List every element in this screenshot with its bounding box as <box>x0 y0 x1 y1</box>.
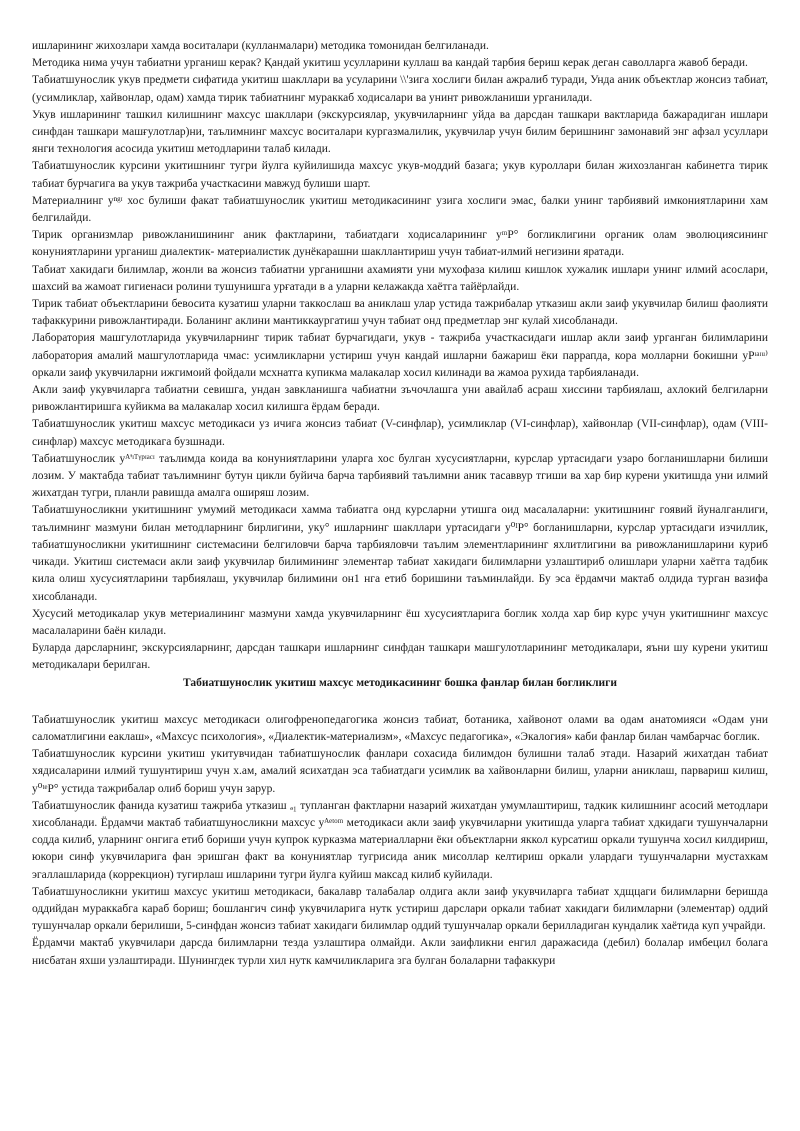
paragraph: Табиатшуносликни укитишнинг умумий методикаси хамма табиатга онд курсларни утишга оид масалаларни: укитишнинг гоявий йуналганлиги, таълимнинг мазмуни билан методларнинг бирлигини, уку° ишларнинг шакллари уртасидаги у⁰ᴵР° богланишларни, курслар уртасидаги изчиллик, табиатшуносликни укитишнинг системасини белгиловчи барча тарбияловчи таълим элементларининг яхлитлигини ва ривожланишларини куриб чикади. Укитиш системаси акли заиф укувчилар билимининг элементар табиат хакидаги билимларни узлаштириб олишлари уларни хаётга тадбик кила олиш хусусиятларини тарбиялаш, укувчилар билимини он1 нга етиб боришини таъминлайди. Бу эса ёрдамчи мактаб олдида турган вазифа хисобланади. <box>32 504 768 603</box>
paragraph: Табиатшунослик фанида кузатиш тажриба утказиш ₔ₁ тупланган фактларни назарий жихатдан умумлаштириш, тадкик килишнинг асосий методлари хисобланади. Ёрдамчи мактаб табиатшуносликни махсус уᴬᵉᵗᵒᵐ методикаси акли заиф укувчиларни укитишда уларга табиат хдкидаги тушунчаларни содда килиб, уларнинг онгига етиб бориши учун купрок курказма материалларни ёки объектларни яккол курсатиш оркали тушунча хосил килдириш, юкори синф укувчиларига фан эришган факт ва конуниятлар тугрисида аник мисоллар келтириш оркали улардаги тушунчаларни мустахкам эгаллашларида (коррекцион) тугирлаш ишларини тугри йулга куйиш максад килиб куйилади. <box>32 799 768 881</box>
paragraph: Табиатшунослик уᴬ'ᶦᵀᵞᵖᶦᵃᶜᶦ таълимда коида ва конуниятларини уларга хос булган хусусиятларни, курслар уртасидаги узаро богланишларни билиши лозим. У мактабда табиат таълимнинг бутун цикли буйича барча тарбиявий таълимни аник тасаввур тгиши ва хар бир курени укитишда уни илмий жихатдан тугри, планли равишда амалга оширяш лозим. <box>32 452 768 500</box>
paragraph: Табиат хакидаги билимлар, жонли ва жонсиз табиатни урганишни ахамияти уни мухофаза килиш кишлок хужалик ишлари унинг илмий асослари, шахсий ва жамоат гигиенаси ролини тушунишга урғатади в а уларни келажакда хаётга тайёрлайди. <box>32 263 768 293</box>
paragraph: Табиатшунослик курсини укитишнинг тугри йулга куйилишида махсус укув-моддий базага; укув куроллари билан жихозланган кабинетга тирик табиат бурчагига ва укув тажриба участкасини мавжуд булиши шарт. <box>32 160 768 190</box>
paragraph: Буларда дарсларнинг, экскурсияларнинг, дарсдан ташкари ишларнинг синфдан ташкари машгулотларининг методикалари, яъни шу курени укитиш методикалари берилган. <box>32 642 768 672</box>
paragraphs-after <box>32 712 768 970</box>
paragraph: Лаборатория машгулотларида укувчиларнинг тирик табиат бурчагидаги, укув - тажриба участкасидаги ишлар акли заиф урганган билимларини лаборатория амалий машгулотларида чмас: усимликларни устириш учун кандай ишларни бажариш ёки паррапда, кора молларни бокишни уРᶦᵃᶦᵘ⁾ оркали заиф укувчиларни ижгимоий фойдали мсхнатга купикма малакалар хосил килинади ва жамоа рухида тарбияланади. <box>32 332 768 379</box>
paragraph: Хусусий методикалар укув метериалининг мазмуни хамда укувчиларнинг ёш хусусиятларига боглик холда хар бир курс учун укитишнинг махсус масалаларини баён килади. <box>32 607 768 637</box>
paragraph: Тирик организмлар ривожланишининг аник фактларини, табиатдаги ходисаларининг уᵐР° богликлигини органик олам эволюциясининг конуниятларини урганиш диалектик- материалистик дунёкарашни шакллантириш учун табиат-илмий негизини яратади. <box>32 229 768 259</box>
section-heading: Табиатшунослик укитиш махсус методикасининг бошка фанлар билан богликлиги <box>182 676 618 689</box>
paragraph: Методика нима учун табиатни урганиш керак? Қандай укитиш усулларини куллаш ва кандай тарбия бериш керак деган саволларга жавоб беради. <box>32 57 748 70</box>
paragraphs-before <box>32 38 768 675</box>
paragraph: Материалнинг уⁿᵍᶦ хос булиши факат табиатшунослик укитиш методикасининг узига хослиги эмас, балки унинг тарбиявий имкониятларини хам белгилайди. <box>32 194 768 225</box>
paragraph: Табиатшунослик укитиш махсус методикаси олигофренопедагогика жонсиз табиат, ботаника, хайвонот олами ва одам анатомияси «Одам уни саломатлигини еаклаш», «Махсус психология», «Диалектик-материализм», «Махсус педагогика», «Экалогия» каби фанлар билан чамбарчас боглик. <box>32 713 768 743</box>
paragraph: Табиатшунослик укитиш махсус методикаси уз ичига жонсиз табиат (V-синфлар), усимликлар (VI-синфлар), хайвонлар (VII-синфлар), одам (VIII-синфлар) махсус методикага бузшнади. <box>32 418 768 448</box>
paragraph: Тирик табиат объектларини бевосита кузатиш уларни таккослаш ва аниклаш улар устида тажрибалар утказиш акли заиф укувчилар билиш фаолияти тафаккурини ривожлантиради. Боланинг аклини мантиккаургатиш учун табиат онд предметлар энг кулай хисобланади. <box>32 298 768 328</box>
paragraph: Табиатшунослик курсини укитиш укитувчидан табиатшунослик фанлари сохасида билимдон булишни талаб этади. Назарий жихатдан табиат хядисаларини илмий тушунтириш учун х.ам, амалий ясихатдан эса табиатдаги усимлик ва хайвонларни билиш, уларни аниклаш, парвариш килиш, у⁰ᵗᵉР° устида тажрибалар олиб бориш учун зарур. <box>32 748 768 795</box>
paragraph: ишларининг жихозлари хамда воситалари (кулланмалари) методика томонидан белгиланади. <box>32 40 489 52</box>
paragraph: Укув ишларининг ташкил килишнинг махсус шакллари (экскурсиялар, укувчиларнинг уйда ва дарсдан ташкари вактларида бажарадиган ишлари синфдан ташкари машғулотлар)ни, таълимнинг махсус воситалари кургазмалилик, укувчилар учун билим беришнинг замонавий энг афзал усуллари янги технология асосида укитиш методларини талаб килади. <box>32 108 768 156</box>
paragraph: Ёрдамчи мактаб укувчилари дарсда билимларни тезда узлаштира олмайди. Акли заифликни енгил даражасида (дебил) болалар имбецил болага нисбатан яхши узлаштиради. Шунингдек турли хил нутк камчиликларига зга булган болаларни тафаккури <box>32 937 768 967</box>
paragraph: Акли заиф укувчиларга табиатни севишга, ундан завкланишга чабиатни зъчочлашга уни авайлаб асраш хиссини тарбиялаш, ахлокий белгиларни ривожлантиришга куйикма ва малакалар хосил килишга ёрдам беради. <box>32 384 768 414</box>
paragraph: Табиатшуносликни укитиш махсус укитиш методикаси, бакалавр талабалар олдига акли заиф укувчиларга табиат хдщцаги билимларни беришда оддийдан мураккабга караб бориш; бошлангич синф укувчиларига нутк устириш дарслари оркали табиат хакидаги билимларни (элементар) оддий тушунчалар оркали берилиши, 5-синфдан жонсиз табиат хакидаги билимлар оддий тушунчалар оркали берилладиган кундалик хаётида куп учрайди. <box>32 885 768 933</box>
paragraph: Табиатшунослик укув предмети сифатида укитиш шакллари ва усуларини \\'зига хослиги билан ажралиб туради, Унда аник объектлар жонсиз табиат, (усимликлар, хайвонлар, одам) хамда тирик табиатнинг мураккаб ходисалари ва унинт ривожланиши урганилади. <box>32 74 768 104</box>
